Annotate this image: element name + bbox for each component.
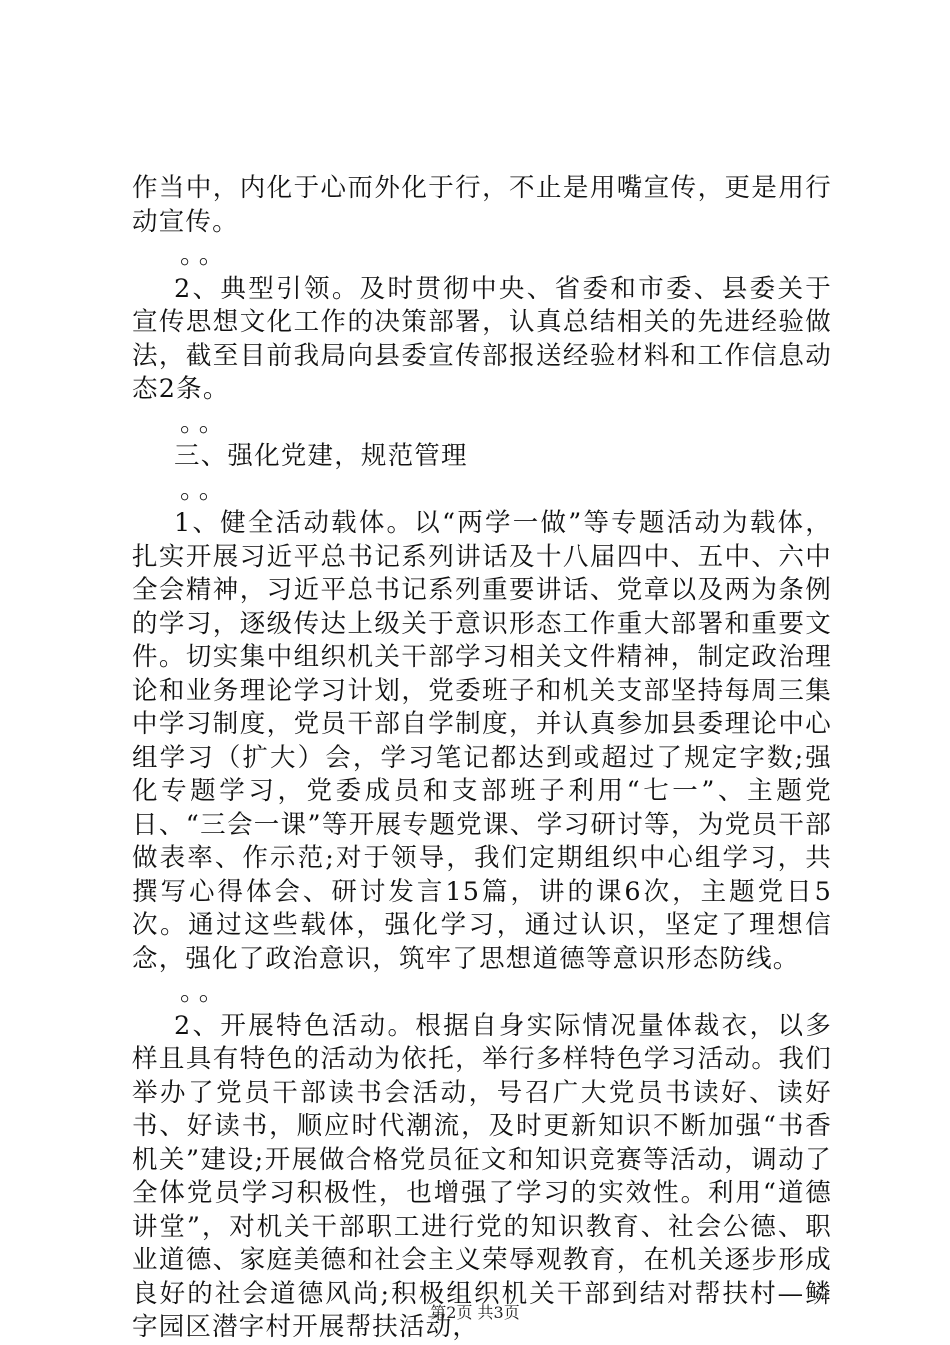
section-heading: 三、强化党建，规范管理 [174,441,468,471]
separator-marks: 。。 [180,407,231,438]
separator-marks: 。。 [180,240,231,270]
separator-marks: 。。 [180,977,231,1007]
paragraph-typical-guidance: 2、典型引领。及时贯彻中央、省委和市委、县委关于宣传思想文化工作的决策部署，认真总结相关的先进经验做法，截至目前我局向县委宣传部报送经验材料和工作信息动态2条。 [132,273,832,404]
paragraph-special-activities: 2、开展特色活动。根据自身实际情况量体裁衣，以多样且具有特色的活动为依托，举行多样特色学习活动。我们举办了党员干部读书会活动，号召广大党员书读好、读好书、好读书，顺应时代潮流，及时更新知识不断加强“书香机关”建设;开展做合格党员征文和知识竞赛等活动，调动了全体党员学习积极性，也增强了学习的实效性。利用“道德讲堂”，对机关干部职工进行党的知识教育、社会公德、职业道德、家庭美德和社会主义荣辱观教育，在机关逐步形成良好的社会道德风尚;积极组织机关干部到结对帮扶村—鳞字园区潜字村开展帮扶活动， [132,1010,832,1342]
separator-marks: 。。 [180,474,231,505]
paragraph-activity-carrier: 1、健全活动载体。以“两学一做”等专题活动为载体，扎实开展习近平总书记系列讲话及十八届四中、五中、六中全会精神，习近平总书记系列重要讲话、党章以及两为条例的学习，逐级传达上级关于意识形态工作重大部署和重要文件。切实集中组织机关干部学习相关文件精神，制定政治理论和业务理论学习计划，党委班子和机关支部坚持每周三集中学习制度，党员干部自学制度，并认真参加县委理论中心组学习（扩大）会，学习笔记都达到或超过了规定字数;强化专题学习，党委成员和支部班子利用“七一”、主题党日、“三会一课”等开展专题党课、学习研讨等，为党员干部做表率、作示范;对于领导，我们定期组织中心组学习，共撰写心得体会、研讨发言15篇，讲的课6次，主题党日5次。通过这些载体，强化学习，通过认识，坚定了理想信念，强化了政治意识，筑牢了思想道德等意识形态防线。 [132,508,832,974]
page-number-footer: 第2页 共3页 [430,1303,520,1322]
document-body [132,172,832,1345]
paragraph-continuation: 作当中，内化于心而外化于行，不止是用嘴宣传，更是用行动宣传。 [132,173,832,237]
